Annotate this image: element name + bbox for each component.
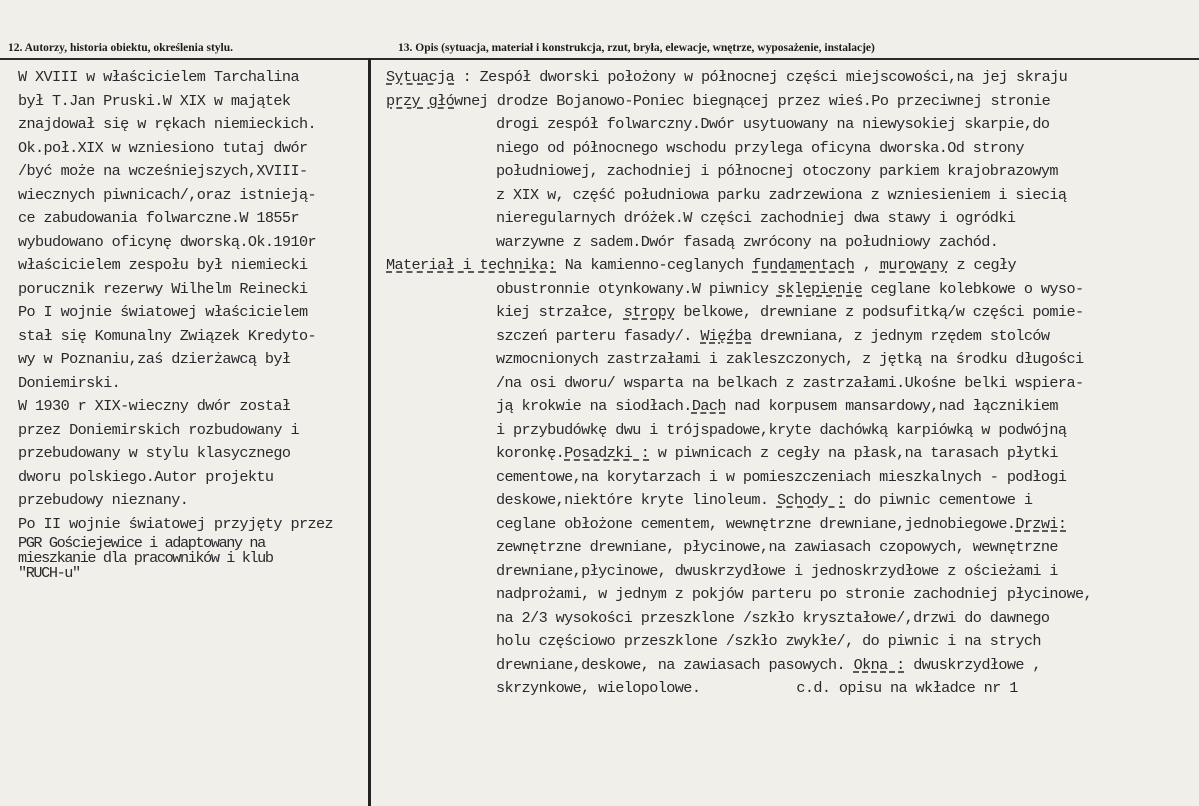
history-line: mieszkanie dla pracowników i klub bbox=[18, 549, 273, 567]
history-line: W XVIII w właścicielem Tarchalina bbox=[18, 68, 299, 86]
history-line: przebudowany w stylu klasycznego bbox=[18, 444, 291, 462]
description-line: wzmocnionych zastrzałami i zakleszczonych, z jętką na środku długości bbox=[496, 350, 1084, 368]
history-line: był T.Jan Pruski.W XIX w majątek bbox=[18, 91, 291, 110]
history-line: /być może na wcześniejszych,XVIII- bbox=[18, 162, 308, 180]
description-line: południowej, zachodniej i północnej otoczony parkiem krajobrazowym bbox=[496, 162, 1058, 180]
description-line: niego od północnego wschodu przylega oficyna dworska.Od strony bbox=[496, 138, 1024, 157]
description-line: Materiał i technika: Na kamienno-ceglanych fundamentach , murowany z cegły bbox=[386, 256, 1017, 274]
description-line: ceglane obłożone cementem, wewnętrzne drewniane,jednobiegowe.Drzwi: bbox=[496, 514, 1067, 533]
description-line: /na osi dworu/ wsparta na belkach z zastrzałami.Ukośne belki wspiera- bbox=[496, 373, 1084, 392]
description-line: Sytuacja : Zespół dworski położony w północnej części miejscowości,na jej skraju bbox=[386, 68, 1068, 86]
description-line: drogi zespół folwarczny.Dwór usytuowany na niewysokiej skarpie,do bbox=[496, 115, 1050, 133]
history-line: W 1930 r XIX-wieczny dwór został bbox=[18, 397, 291, 415]
description-line: przy głównej drodze Bojanowo-Poniec biegnącej przez wieś.Po przeciwnej stronie bbox=[386, 91, 1051, 110]
history-line: dworu polskiego.Autor projektu bbox=[18, 467, 274, 486]
description-line: nieregularnych dróżek.W części zachodniej dwa stawy i ogródki bbox=[496, 209, 1016, 227]
history-line: Ok.poł.XIX w wzniesiono tutaj dwór bbox=[18, 138, 308, 157]
history-line: ce zabudowania folwarczne.W 1855r bbox=[18, 209, 299, 227]
section-12-header: 12. Autorzy, historia obiektu, określenia stylu. bbox=[8, 42, 234, 54]
description-line: cementowe,na korytarzach i w pomieszczeniach mieszkalnych - podłogi bbox=[496, 467, 1067, 486]
description-line: drewniane,deskowe, na zawiasach pasowych. Okna : dwuskrzydłowe , bbox=[496, 655, 1041, 674]
description-line: skrzynkowe, wielopolowe. c.d. opisu na wkładce nr 1 bbox=[496, 679, 1018, 697]
description-line: szczeń parteru fasady/. Więźba drewniana, z jednym rzędem stolców bbox=[496, 326, 1050, 345]
description-line: obustronnie otynkowany.W piwnicy sklepienie ceglane kolebkowe o wyso- bbox=[496, 279, 1084, 298]
description-line: ją krokwie na siodłach.Dach nad korpusem mansardowy,nad łącznikiem bbox=[496, 397, 1058, 415]
description-line: zewnętrzne drewniane, płycinowe,na zawiasach czopowych, wewnętrzne bbox=[496, 538, 1058, 556]
description-line: deskowe,niektóre kryte linoleum. Schody : do piwnic cementowe i bbox=[496, 491, 1033, 509]
history-line: wiecznych piwnicach/,oraz istnieją- bbox=[18, 185, 316, 204]
description-line: drewniane,płycinowe, dwuskrzydłowe i jednoskrzydłowe z ościeżami i bbox=[496, 561, 1058, 580]
description-line: nadprożami, w jednym z pokjów parteru po stronie zachodniej płycinowe, bbox=[496, 585, 1092, 603]
history-line: Doniemirski. bbox=[18, 373, 121, 392]
history-line: wy w Poznaniu,zaś dzierżawcą był bbox=[18, 350, 291, 368]
description-column bbox=[386, 66, 1199, 701]
history-line: przez Doniemirskich rozbudowany i bbox=[18, 420, 299, 439]
history-line: Po I wojnie światowej właścicielem bbox=[18, 303, 308, 321]
continuation-note: c.d. opisu na wkładce nr 1 bbox=[796, 679, 1018, 697]
horizontal-rule bbox=[0, 58, 1199, 60]
history-line: stał się Komunalny Związek Kredyto- bbox=[18, 326, 316, 345]
material-label: Materiał i technika: bbox=[386, 256, 557, 274]
description-line: i przybudówkę dwu i trójspadowe,kryte dachówką karpiówką w podwójną bbox=[496, 420, 1067, 439]
description-line: z XIX w, część południowa parku zadrzewiona z wzniesieniem i siecią bbox=[496, 185, 1067, 204]
history-line: przebudowy nieznany. bbox=[18, 491, 189, 509]
history-column bbox=[12, 66, 382, 581]
history-line: PGR Gościejewice i adaptowany na bbox=[18, 534, 265, 552]
description-line: na 2/3 wysokości przeszklone /szkło kryształowe/,drzwi do dawnego bbox=[496, 608, 1050, 627]
description-line: kiej strzałce, stropy belkowe, drewniane z podsufitką/w części pomie- bbox=[496, 303, 1084, 321]
section-13-header: 13. Opis (sytuacja, materiał i konstrukcja, rzut, bryła, elewacje, wnętrze, wyposażenie, instalacje) bbox=[398, 42, 875, 54]
description-line: warzywne z sadem.Dwór fasadą zwrócony na południowy zachód. bbox=[496, 232, 999, 251]
history-line: właścicielem zespołu był niemiecki bbox=[18, 256, 308, 274]
history-line: porucznik rezerwy Wilhelm Reinecki bbox=[18, 279, 308, 298]
history-line: znajdował się w rękach niemieckich. bbox=[18, 115, 316, 133]
sytuacja-label: Sytuacja bbox=[386, 68, 455, 86]
history-line: wybudowano oficynę dworską.Ok.1910r bbox=[18, 232, 316, 251]
history-line: "RUCH-u" bbox=[18, 564, 80, 582]
description-line: koronkę.Posadzki : w piwnicach z cegły na płask,na tarasach płytki bbox=[496, 444, 1058, 462]
description-line: holu częściowo przeszklone /szkło zwykłe/, do piwnic i na strych bbox=[496, 632, 1041, 650]
history-line: Po II wojnie światowej przyjęty przez bbox=[18, 514, 334, 533]
